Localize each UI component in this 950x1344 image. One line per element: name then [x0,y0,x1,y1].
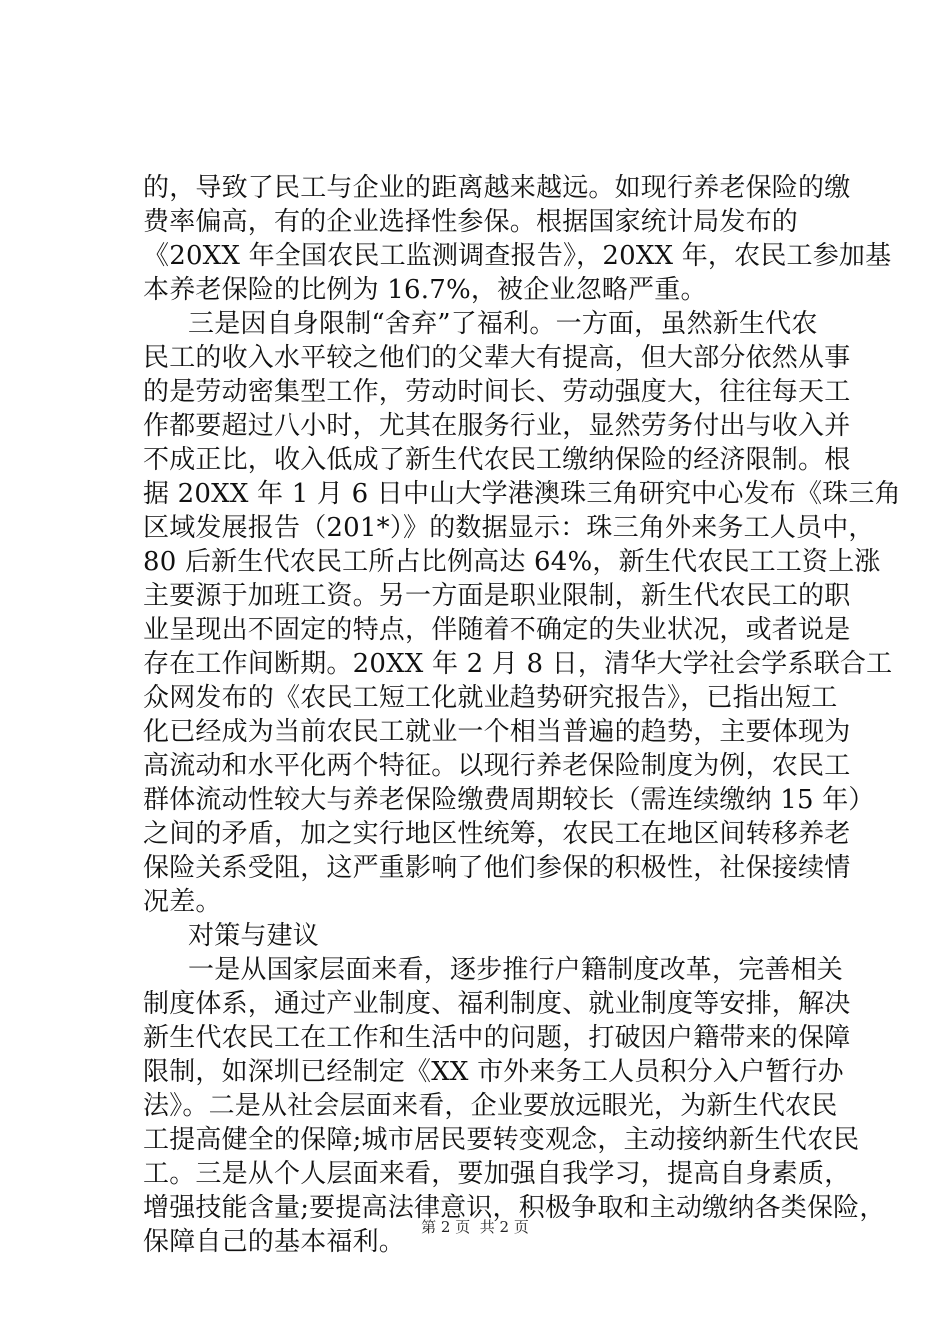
text-line: 群体流动性较大与养老保险缴费周期较长（需连续缴纳 15 年） [143,785,875,815]
text-line: 工提高健全的保障;城市居民要转变观念，主动接纳新生代农民 [143,1125,860,1155]
text-line: 80 后新生代农民工所占比例高达 64%，新生代农民工工资上涨 [143,547,881,577]
text-line: 《20XX 年全国农民工监测调查报告》，20XX 年，农民工参加基 [143,241,892,271]
text-line: 本养老保险的比例为 16.7%，被企业忽略严重。 [143,275,707,305]
text-line: 主要源于加班工资。另一方面是职业限制，新生代农民工的职 [143,581,851,611]
text-line: 三是因自身限制“舍弃”了福利。一方面，虽然新生代农 [188,309,818,339]
text-line: 民工的收入水平较之他们的父辈大有提高，但大部分依然从事 [143,343,851,373]
text-line: 限制，如深圳已经制定《XX 市外来务工人员积分入户暂行办 [143,1057,844,1087]
section-heading: 对策与建议 [188,921,320,951]
text-line: 存在工作间断期。20XX 年 2 月 8 日，清华大学社会学系联合工 [143,649,893,679]
page-footer: 第 2 页 共 2 页 [421,1218,529,1236]
text-line: 况差。 [143,887,222,917]
text-line: 高流动和水平化两个特征。以现行养老保险制度为例，农民工 [143,751,851,781]
text-line: 的是劳动密集型工作，劳动时间长、劳动强度大，往往每天工 [143,377,851,407]
text-line: 保险关系受阻，这严重影响了他们参保的积极性，社保接续情 [143,853,851,883]
text-line: 增强技能含量;要提高法律意识，积极争取和主动缴纳各类保险， [143,1193,886,1223]
text-line: 化已经成为当前农民工就业一个相当普遍的趋势，主要体现为 [143,717,851,747]
text-line: 法》。二是从社会层面来看，企业要放远眼光，为新生代农民 [143,1091,838,1121]
text-line: 之间的矛盾，加之实行地区性统筹，农民工在地区间转移养老 [143,819,851,849]
text-line: 不成正比，收入低成了新生代农民工缴纳保险的经济限制。根 [143,445,851,475]
text-line: 业呈现出不固定的特点，伴随着不确定的失业状况，或者说是 [143,615,851,645]
text-line: 众网发布的《农民工短工化就业趋势研究报告》，已指出短工 [143,683,838,713]
text-line: 新生代农民工在工作和生活中的问题，打破因户籍带来的保障 [143,1023,851,1053]
text-line: 保障自己的基本福利。 [143,1227,406,1257]
text-line: 区域发展报告（201*）》的数据显示：珠三角外来务工人员中， [143,513,875,543]
text-line: 一是从国家层面来看，逐步推行户籍制度改革，完善相关 [188,955,844,985]
text-line: 作都要超过八小时，尤其在服务行业，显然劳务付出与收入并 [143,411,851,441]
text-line: 费率偏高，有的企业选择性参保。根据国家统计局发布的 [143,207,799,237]
text-line: 工。三是从个人层面来看，要加强自我学习，提高自身素质， [143,1159,851,1189]
text-line: 的，导致了民工与企业的距离越来越远。如现行养老保险的缴 [143,173,851,203]
text-line: 制度体系，通过产业制度、福利制度、就业制度等安排，解决 [143,989,851,1019]
body-text [143,171,901,1259]
text-line: 据 20XX 年 1 月 6 日中山大学港澳珠三角研究中心发布《珠三角 [143,479,901,509]
